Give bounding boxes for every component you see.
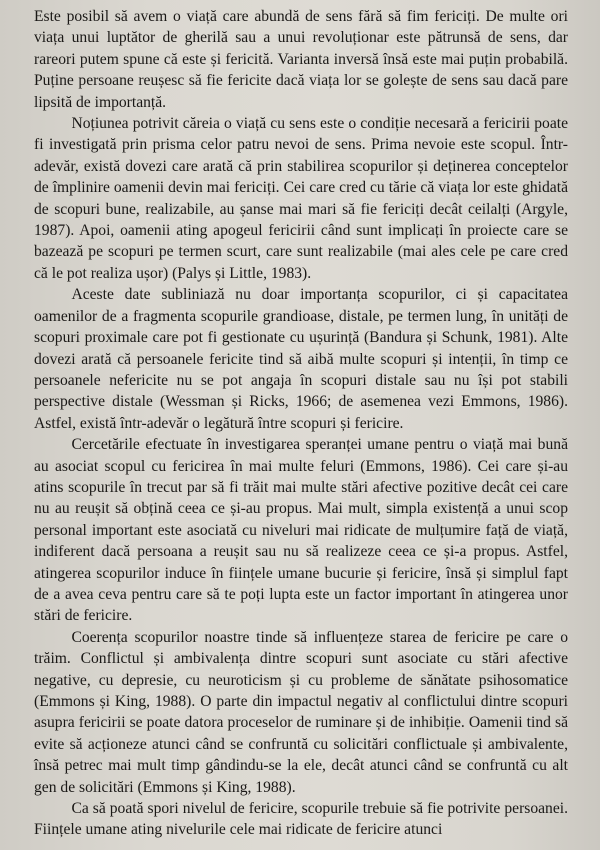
paragraph-4: Cercetările efectuate în investigarea speranței umane pentru o viață mai bună au asociat scopul cu fericirea în mai multe feluri (Emmons, 1986). Cei care și-au atins scopurile în trecut par să fi trăit mai multe stări afective pozitive decât cei care nu au reușit să obțină ceea ce și-au propus. Mai mult, simpla existență a unui scop personal important este asociată cu niveluri mai ridicate de mulțumire față de viață, indiferent dacă persoana a reușit sau nu să realizeze ceea ce și-a propus. Astfel, atingerea scopurilor induce în ființele umane bucurie și fericire, însă și simplul fapt de a avea ceva pentru care să te poți lupta este un factor important în atingerea unor stări de fericire.: [34, 436, 568, 625]
paragraph-5: Coerența scopurilor noastre tinde să influențeze starea de fericire pe care o trăim. Conflictul și ambivalența dintre scopuri sunt asociate cu stări afective negative, cu depresie, cu neuroticism și cu probleme de sănătate psihosomatice (Emmons și King, 1988). O parte din impactul negativ al conflictului dintre scopuri asupra fericirii se poate datora proceselor de ruminare și de inhibiție. Oamenii tind să evite să acționeze atunci când se confruntă cu solicitări conflictuale și ambivalente, însă petrec mai mult timp gândindu-se la ele, decât atunci când se confruntă cu alt gen de solicitări (Emmons și King, 1988).: [34, 628, 568, 796]
paragraph-2: Noțiunea potrivit căreia o viață cu sens este o condiție necesară a fericirii poate fi investigată prin prisma celor patru nevoi de sens. Prima nevoie este scopul. Într-adevăr, există dovezi care arată că prin stabilirea scopurilor și deținerea conceptelor de împlinire oamenii devin mai fericiți. Cei care cred cu tărie că viața lor este ghidată de scopuri bune, realizabile, au șanse mai mari să fie fericiți decât ceilalți (Argyle, 1987). Apoi, oamenii ating apogeul fericirii când sunt implicați în proiecte care se bazează pe scopuri pe termen scurt, care sunt realizabile (mai ales cele pe care cred că le pot realiza ușor) (Palys și Little, 1983).: [34, 115, 568, 282]
paragraph-1: Este posibil să avem o viață care abundă de sens fără să fim fericiți. De multe ori viața unui luptător de gherilă sau a unui revoluționar este pătrunsă de sens, dar rareori putem spune că este și fericită. Varianta inversă însă este mai puțin probabilă. Puține persoane reușesc să fie fericite dacă viața lor se golește de sens sau dacă pare lipsită de importanță.: [34, 8, 568, 111]
text-column: [34, 6, 568, 841]
paragraph-3: Aceste date subliniază nu doar importanța scopurilor, ci și capacitatea oamenilor de a fragmenta scopurile grandioase, distale, pe termen lung, în unități de scopuri proximale care pot fi gestionate cu ușurință (Bandura și Schunk, 1981). Alte dovezi arată că persoanele fericite tind să aibă multe scopuri și intenții, în timp ce persoanele nefericite nu se pot angaja în scopuri distale sau nu își pot stabili perspective distale (Wessman și Ricks, 1966; de asemenea vezi Emmons, 1986). Astfel, există într-adevăr o legătură între scopuri și fericire.: [34, 286, 568, 432]
paragraph-6: Ca să poată spori nivelul de fericire, scopurile trebuie să fie potrivite persoanei. Ființele umane ating nivelurile cele mai ridicate de fericire atunci: [34, 800, 568, 839]
